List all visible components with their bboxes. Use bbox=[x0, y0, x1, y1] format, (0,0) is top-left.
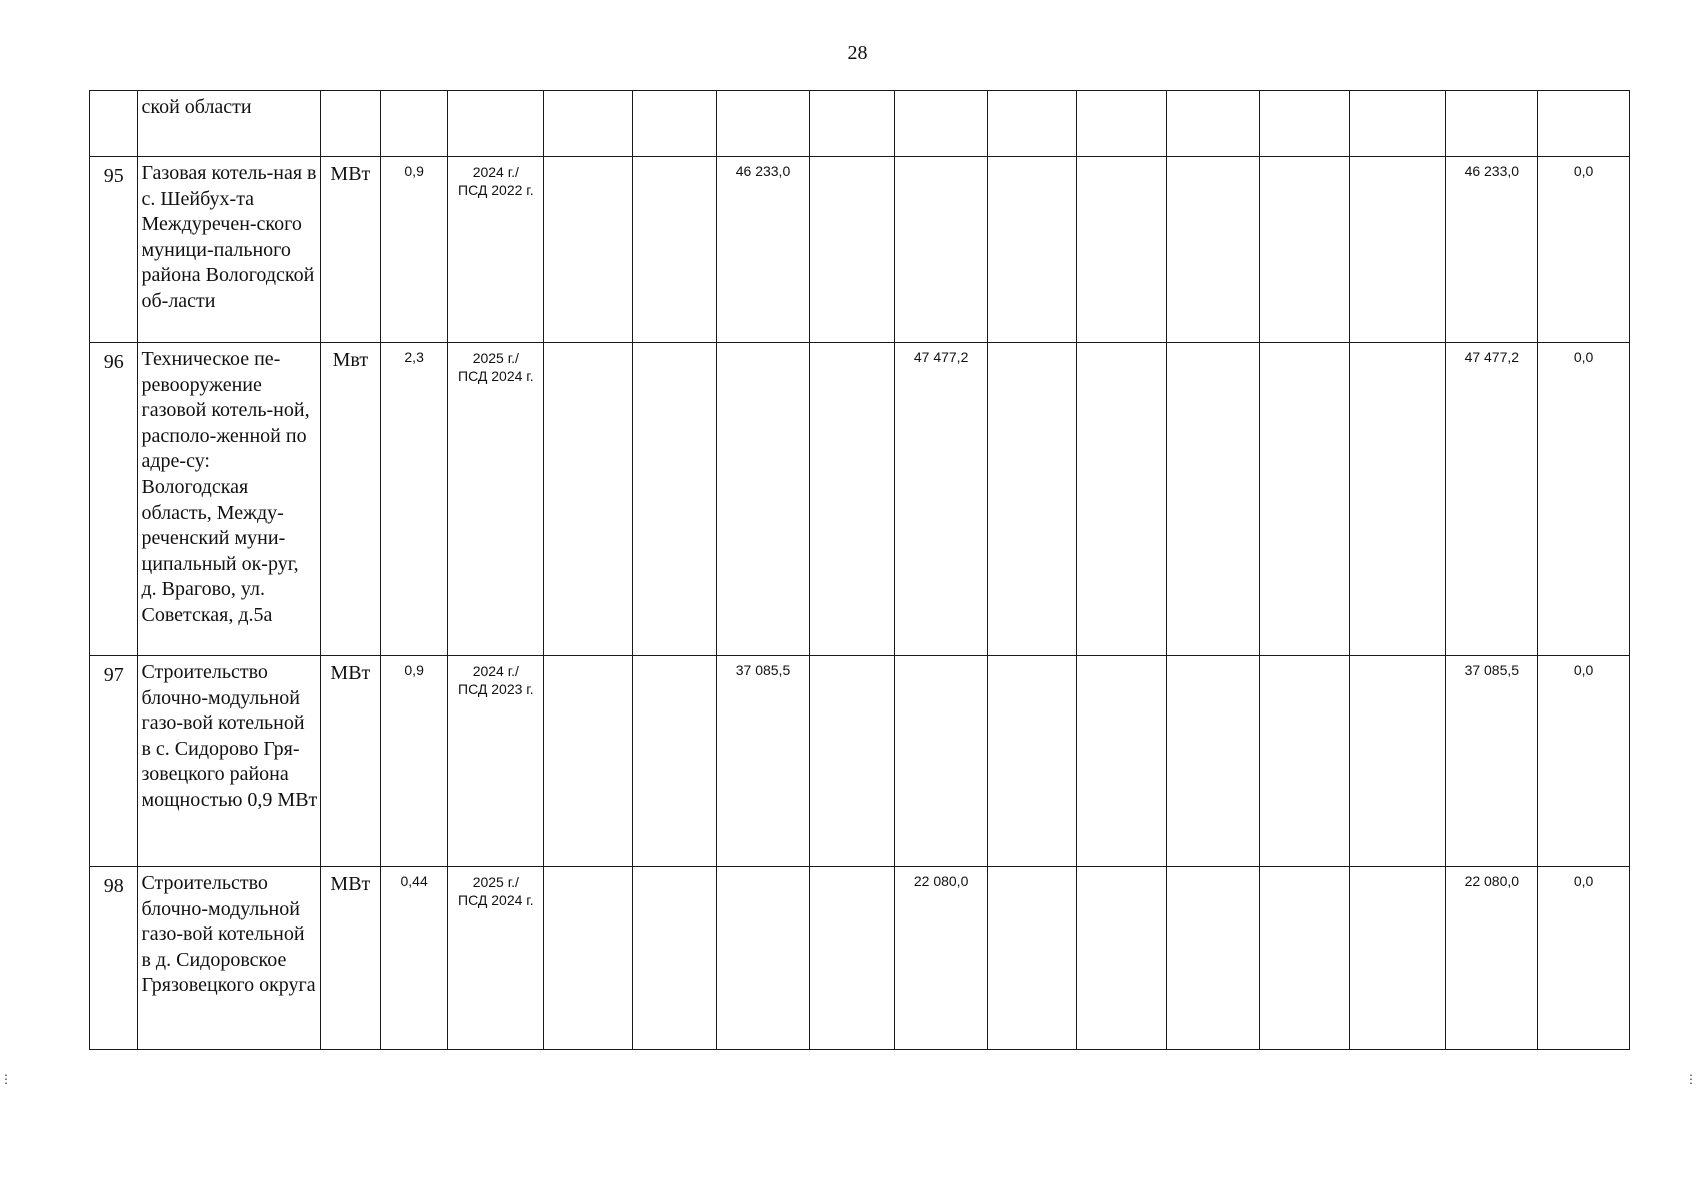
value-cell bbox=[1076, 867, 1167, 1050]
value-cell: 37 085,5 bbox=[1446, 656, 1538, 867]
object-name: Строительство блочно-модульной газо-вой котельной в д. Сидоровское Грязовецкого округа bbox=[138, 867, 320, 1050]
value-cell bbox=[632, 91, 716, 157]
term-design-year: ПСД 2024 г. bbox=[458, 892, 534, 908]
value-cell bbox=[1076, 656, 1167, 867]
capacity-cell: 0,9 bbox=[380, 656, 447, 867]
value-cell bbox=[1349, 867, 1446, 1050]
value-cell bbox=[1349, 656, 1446, 867]
value-cell bbox=[717, 867, 810, 1050]
value-cell bbox=[809, 91, 894, 157]
value-cell bbox=[809, 343, 894, 656]
table-row bbox=[90, 91, 1630, 157]
value-cell bbox=[987, 343, 1076, 656]
value-cell bbox=[1349, 91, 1446, 157]
term-year: 2025 г./ bbox=[472, 350, 519, 366]
object-name: Техническое пе-ревооружение газовой котель-ной, располо-женной по адре-су: Вологодская область, Между-реченский муни-ципальный ок-руг, д. Врагово, ул. Советская, д.5а bbox=[138, 343, 320, 656]
value-cell bbox=[1259, 867, 1349, 1050]
value-cell bbox=[809, 157, 894, 343]
value-cell: 0,0 bbox=[1538, 157, 1630, 343]
value-cell bbox=[1538, 91, 1630, 157]
value-cell bbox=[1076, 343, 1167, 656]
value-cell bbox=[1076, 91, 1167, 157]
term-year: 2024 г./ bbox=[472, 663, 519, 679]
object-name: Газовая котель-ная в с. Шейбух-та Междуречен-ского муници-пального района Вологодской об-ласти bbox=[138, 157, 320, 343]
term-cell bbox=[448, 343, 544, 656]
value-cell bbox=[544, 157, 633, 343]
capacity-cell: 0,9 bbox=[380, 157, 447, 343]
value-cell bbox=[717, 343, 810, 656]
row-number bbox=[90, 91, 138, 157]
value-cell bbox=[544, 656, 633, 867]
row-number: 97 bbox=[90, 656, 138, 867]
value-cell: 22 080,0 bbox=[1446, 867, 1538, 1050]
value-cell bbox=[1076, 157, 1167, 343]
value-cell: 47 477,2 bbox=[895, 343, 988, 656]
value-cell: 22 080,0 bbox=[895, 867, 988, 1050]
value-cell bbox=[544, 343, 633, 656]
value-cell bbox=[632, 867, 716, 1050]
value-cell bbox=[1259, 343, 1349, 656]
value-cell: 0,0 bbox=[1538, 656, 1630, 867]
edge-mark-left: ⋮ bbox=[0, 1072, 12, 1086]
value-cell: 46 233,0 bbox=[1446, 157, 1538, 343]
term-year: 2025 г./ bbox=[472, 874, 519, 890]
capacity-cell: 2,3 bbox=[380, 343, 447, 656]
value-cell: 0,0 bbox=[1538, 867, 1630, 1050]
value-cell bbox=[1259, 157, 1349, 343]
term-cell bbox=[448, 867, 544, 1050]
investment-table bbox=[89, 90, 1630, 1050]
value-cell bbox=[895, 157, 988, 343]
unit-cell: МВт bbox=[320, 157, 380, 343]
value-cell bbox=[544, 91, 633, 157]
value-cell: 46 233,0 bbox=[717, 157, 810, 343]
value-cell bbox=[632, 656, 716, 867]
value-cell bbox=[1167, 656, 1260, 867]
value-cell bbox=[1446, 91, 1538, 157]
row-number: 96 bbox=[90, 343, 138, 656]
value-cell bbox=[544, 867, 633, 1050]
edge-mark-right: ⋮ bbox=[1685, 1072, 1697, 1086]
value-cell bbox=[1349, 343, 1446, 656]
row-number: 95 bbox=[90, 157, 138, 343]
table-row bbox=[90, 343, 1630, 656]
unit-cell: МВт bbox=[320, 656, 380, 867]
value-cell bbox=[987, 867, 1076, 1050]
table-row bbox=[90, 157, 1630, 343]
capacity-cell: 0,44 bbox=[380, 867, 447, 1050]
table-row bbox=[90, 656, 1630, 867]
term-design-year: ПСД 2024 г. bbox=[458, 368, 534, 384]
table-row bbox=[90, 867, 1630, 1050]
value-cell bbox=[809, 867, 894, 1050]
value-cell bbox=[717, 91, 810, 157]
value-cell bbox=[987, 91, 1076, 157]
page-number: 28 bbox=[847, 42, 868, 64]
value-cell bbox=[809, 656, 894, 867]
object-name: ской области bbox=[138, 91, 320, 157]
value-cell bbox=[1167, 343, 1260, 656]
term-design-year: ПСД 2023 г. bbox=[458, 681, 534, 697]
value-cell: 37 085,5 bbox=[717, 656, 810, 867]
value-cell bbox=[987, 656, 1076, 867]
value-cell bbox=[1259, 656, 1349, 867]
value-cell bbox=[1167, 91, 1260, 157]
value-cell bbox=[987, 157, 1076, 343]
value-cell bbox=[1167, 157, 1260, 343]
value-cell: 47 477,2 bbox=[1446, 343, 1538, 656]
value-cell bbox=[1259, 91, 1349, 157]
row-number: 98 bbox=[90, 867, 138, 1050]
term-year: 2024 г./ bbox=[472, 164, 519, 180]
term-cell bbox=[448, 157, 544, 343]
capacity-cell bbox=[380, 91, 447, 157]
term-cell bbox=[448, 91, 544, 157]
term-cell bbox=[448, 656, 544, 867]
value-cell bbox=[632, 157, 716, 343]
unit-cell: Мвт bbox=[320, 343, 380, 656]
value-cell bbox=[895, 656, 988, 867]
unit-cell: МВт bbox=[320, 867, 380, 1050]
value-cell bbox=[1349, 157, 1446, 343]
value-cell: 0,0 bbox=[1538, 343, 1630, 656]
value-cell bbox=[632, 343, 716, 656]
unit-cell bbox=[320, 91, 380, 157]
value-cell bbox=[895, 91, 988, 157]
object-name: Строительство блочно-модульной газо-вой котельной в с. Сидорово Гря-зовецкого района мощностью 0,9 МВт bbox=[138, 656, 320, 867]
value-cell bbox=[1167, 867, 1260, 1050]
term-design-year: ПСД 2022 г. bbox=[458, 182, 534, 198]
